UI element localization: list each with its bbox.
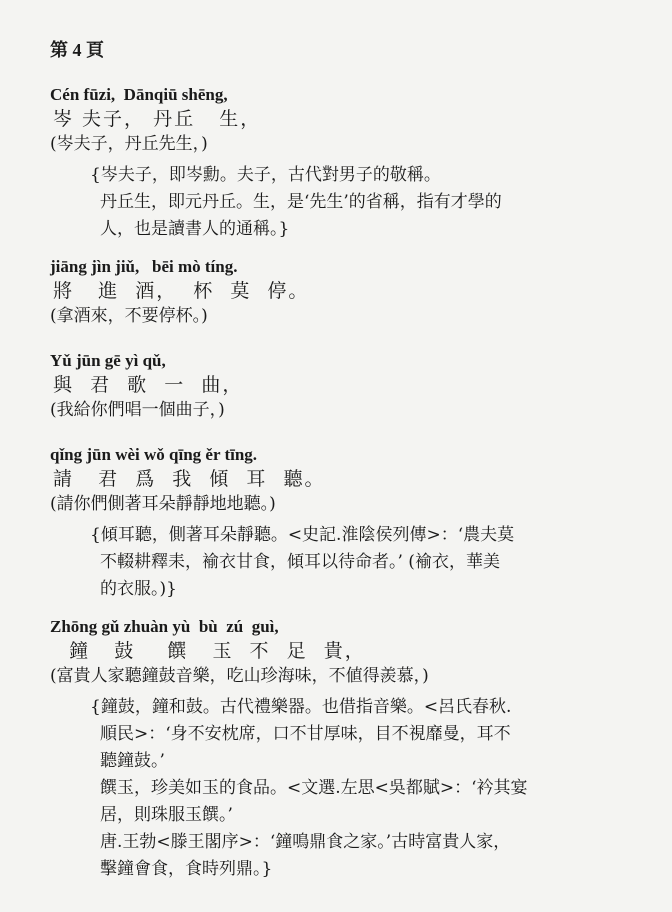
pinyin-line: Yǔ jūn gē yì qǔ, [50, 351, 166, 370]
translation-line: (拿酒來，不要停杯。) [50, 306, 208, 326]
verse-stanza-3 [50, 352, 650, 428]
verse-stanza-1 [50, 86, 650, 243]
translation-line: (請你們側著耳朵靜靜地地聽。) [50, 494, 276, 514]
hanzi-line: 鐘 鼓 饌 玉 不 足 貴， [53, 640, 366, 662]
note-line: 順民>：‘身不安枕席，口不甘厚味，目不視靡曼，耳不 [100, 724, 511, 744]
hanzi-line: 與 君 歌 一 曲， [53, 374, 244, 396]
note-line: {傾耳聽，側著耳朵靜聽。<史記.淮陰侯列傳>：‘農夫莫 [90, 525, 515, 545]
pinyin-line: Zhōng gǔ zhuàn yù bù zú guì, [50, 617, 279, 636]
note-line: 丹丘生，即元丹丘。生，是‘先生’的省稱，指有才學的 [100, 192, 502, 212]
translation-line: (我給你們唱一個曲子，) [50, 400, 225, 420]
page-number: 第 4 頁 [50, 40, 104, 60]
note-line: 的衣服。)} [100, 579, 177, 599]
note-line: {鐘鼓，鐘和鼓。古代禮樂器。也借指音樂。<呂氏春秋. [90, 697, 512, 717]
note-line: 人，也是讀書人的通稱。} [100, 219, 290, 239]
annotation-note [50, 694, 650, 883]
translation-line: (岑夫子，丹丘先生，) [50, 134, 208, 154]
annotation-note [50, 522, 650, 603]
hanzi-line: 岑 夫子， 丹丘 生， [53, 108, 262, 130]
note-line: 擊鐘會食，食時列鼎。} [100, 859, 273, 879]
verse-stanza-2 [50, 258, 650, 334]
pinyin-line: jiāng jìn jiǔ, bēi mò tíng. [50, 257, 238, 276]
verse-stanza-4 [50, 446, 650, 603]
note-line: 居，則珠服玉饌。’ [100, 805, 233, 825]
note-line: 饌玉，珍美如玉的食品。<文選.左思<吳都賦>：‘衿其宴 [100, 778, 528, 798]
annotation-note [50, 162, 650, 243]
note-line: 唐.王勃<滕王閣序>：‘鐘鳴鼎食之家。’古時富貴人家， [100, 832, 511, 852]
note-line: 聽鐘鼓。’ [100, 751, 165, 771]
hanzi-line: 將 進 酒， 杯 莫 停。 [53, 280, 310, 302]
translation-line: (富貴人家聽鐘鼓音樂，吃山珍海味，不値得羨慕，) [50, 666, 429, 686]
note-line: 不輟耕釋耒，褕衣甘食，傾耳以待命者。’ (褕衣，華美 [100, 552, 500, 572]
pinyin-line: Cén fūzi, Dānqiū shēng, [50, 85, 228, 104]
hanzi-line: 請 君 爲 我 傾 耳 聽。 [53, 468, 326, 490]
note-line: {岑夫子，即岑勳。夫子，古代對男子的敬稱。 [90, 165, 441, 185]
pinyin-line: qǐng jūn wèi wǒ qīng ěr tīng. [50, 445, 258, 464]
verse-stanza-5 [50, 618, 650, 883]
